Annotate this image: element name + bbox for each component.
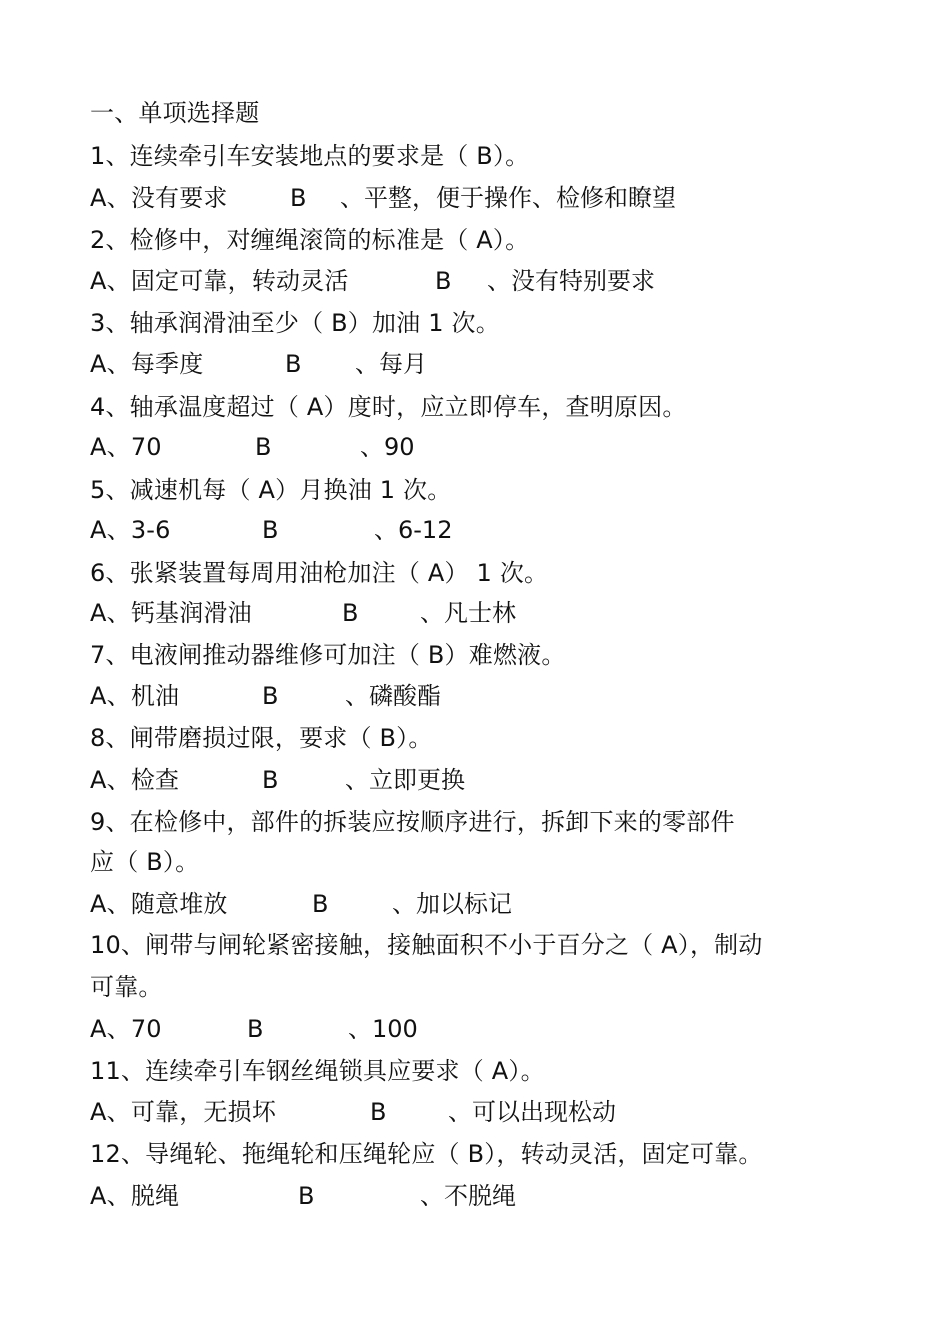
question-11-option-b-mark: B — [370, 1098, 387, 1126]
question-2-option-b-text: 、没有特别要求 — [487, 267, 655, 295]
question-9-stem: 9、在检修中，部件的拆装应按顺序进行，拆卸下来的零部件 — [90, 808, 735, 836]
question-3-option-b-text: 、每月 — [355, 350, 427, 378]
question-1-option-b-text: 、平整，便于操作、检修和瞭望 — [340, 184, 676, 212]
question-7-stem: 7、电液闸推动器维修可加注（ B）难燃液。 — [90, 641, 566, 669]
question-9-stem-continued: 应（ B）。 — [90, 848, 200, 876]
question-3-option-b-mark: B — [285, 350, 302, 378]
question-8-option-b-text: 、立即更换 — [345, 766, 465, 794]
question-8-option-a: A、检查 — [90, 766, 180, 794]
question-10-option-b-mark: B — [247, 1015, 264, 1043]
question-4-option-b-text: 、90 — [360, 433, 415, 461]
question-1-option-b-mark: B — [290, 184, 307, 212]
question-11-stem: 11、连续牵引车钢丝绳锁具应要求（ A）。 — [90, 1057, 545, 1085]
question-1-stem: 1、连续牵引车安装地点的要求是（ B）。 — [90, 142, 530, 170]
question-5-option-a: A、3-6 — [90, 516, 171, 544]
question-3-stem: 3、轴承润滑油至少（ B）加油 1 次。 — [90, 309, 500, 337]
question-4-option-b-mark: B — [255, 433, 272, 461]
question-3-option-a: A、每季度 — [90, 350, 204, 378]
question-10-stem: 10、闸带与闸轮紧密接触，接触面积不小于百分之（ A），制动 — [90, 931, 763, 959]
question-5-stem: 5、减速机每（ A）月换油 1 次。 — [90, 476, 452, 504]
question-9-option-a: A、随意堆放 — [90, 890, 228, 918]
question-8-stem: 8、闸带磨损过限，要求（ B）。 — [90, 724, 433, 752]
question-12-option-a: A、脱绳 — [90, 1182, 180, 1210]
question-2-option-a: A、固定可靠，转动灵活 — [90, 267, 349, 295]
question-12-option-b-mark: B — [298, 1182, 315, 1210]
question-8-option-b-mark: B — [262, 766, 279, 794]
question-9-option-b-text: 、加以标记 — [392, 890, 512, 918]
question-2-stem: 2、检修中，对缠绳滚筒的标准是（ A）。 — [90, 226, 530, 254]
question-12-stem: 12、导绳轮、拖绳轮和压绳轮应（ B），转动灵活，固定可靠。 — [90, 1140, 763, 1168]
question-2-option-b-mark: B — [435, 267, 452, 295]
question-1-option-a: A、没有要求 — [90, 184, 228, 212]
question-10-stem-continued: 可靠。 — [90, 973, 163, 1001]
question-7-option-b-mark: B — [262, 682, 279, 710]
question-7-option-b-text: 、磷酸酯 — [345, 682, 441, 710]
question-5-option-b-mark: B — [262, 516, 279, 544]
question-5-option-b-text: 、6-12 — [374, 516, 453, 544]
question-6-stem: 6、张紧装置每周用油枪加注（ A） 1 次。 — [90, 559, 549, 587]
question-11-option-a: A、可靠，无损坏 — [90, 1098, 277, 1126]
question-4-stem: 4、轴承温度超过（ A）度时，应立即停车，查明原因。 — [90, 393, 687, 421]
section-title: 一、单项选择题 — [90, 99, 260, 127]
question-7-option-a: A、机油 — [90, 682, 180, 710]
question-12-option-b-text: 、不脱绳 — [420, 1182, 516, 1210]
question-9-option-b-mark: B — [312, 890, 329, 918]
question-6-option-b-text: 、凡士林 — [420, 599, 516, 627]
question-11-option-b-text: 、可以出现松动 — [448, 1098, 616, 1126]
question-6-option-b-mark: B — [342, 599, 359, 627]
question-10-option-a: A、70 — [90, 1015, 162, 1043]
question-4-option-a: A、70 — [90, 433, 162, 461]
question-6-option-a: A、钙基润滑油 — [90, 599, 252, 627]
question-10-option-b-text: 、100 — [348, 1015, 418, 1043]
